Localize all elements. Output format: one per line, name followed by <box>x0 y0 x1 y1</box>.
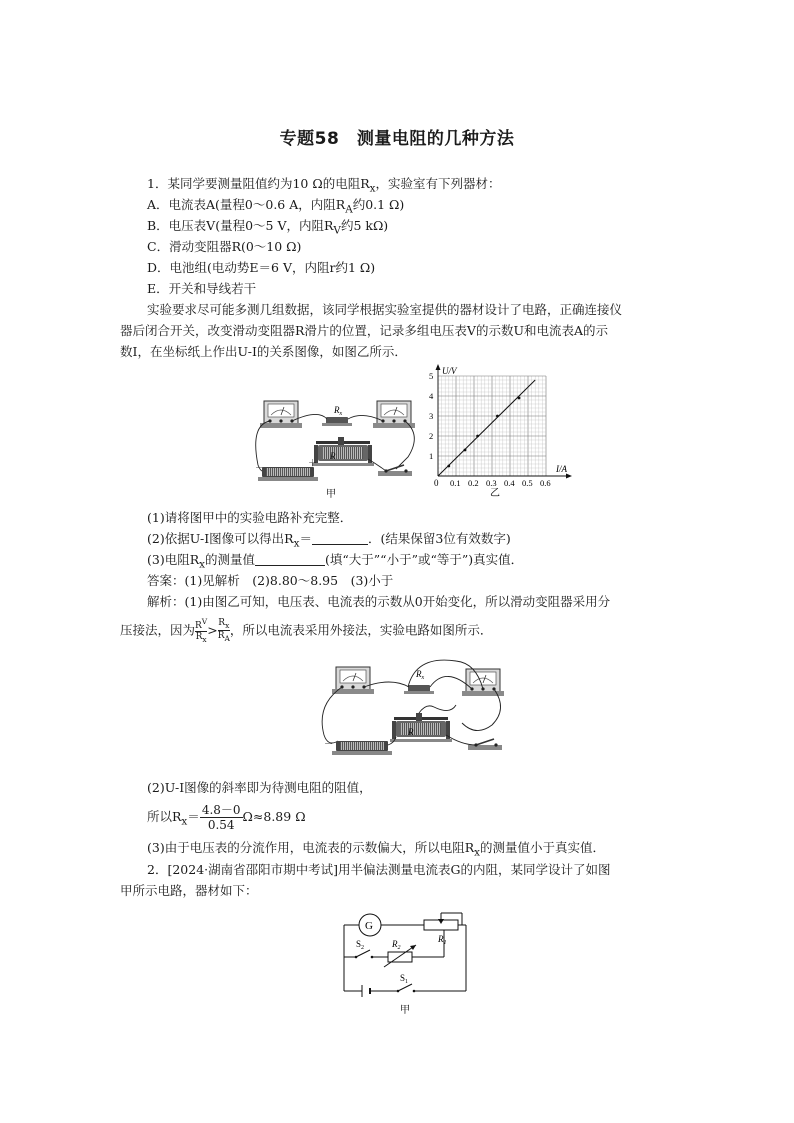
data-point <box>518 397 521 400</box>
x-axis-label: I/A <box>556 464 567 474</box>
battery-icon <box>255 458 318 481</box>
q1-stem-tail: ，实验室有下列器材： <box>375 176 501 191</box>
rheostat-label: R <box>330 451 336 461</box>
fraction-slope: $\frac{4.8-0}{0.54}$ <box>201 803 241 832</box>
y-tick-label: 1 <box>429 451 434 461</box>
q1-jiexi-s3 <box>147 840 605 861</box>
q1-sub2-sub: x <box>293 537 300 550</box>
y-tick-labels <box>429 371 434 461</box>
y-tick-label: 2 <box>429 431 434 441</box>
q1-sub3-text: (3)电阻R <box>147 552 200 567</box>
galvanometer-g-icon <box>359 914 381 936</box>
q2-line-2: 甲所示电路，器材如下： <box>120 883 258 898</box>
q1-sub2-eq: ＝ <box>299 531 312 546</box>
svg-text:G: G <box>365 920 373 932</box>
y-tick-label: 5 <box>429 371 434 381</box>
q1-jiexi-1: 解析：(1)由图乙可知，电压表、电流表的示数从0开始变化，所以滑动变阻器采用分 <box>147 594 611 609</box>
data-point <box>464 449 467 452</box>
q1-item-e: E．开关和导线若干 <box>147 281 257 296</box>
switch-s2-icon <box>355 939 374 958</box>
q1-sub2 <box>147 531 511 552</box>
switch-icon <box>378 465 412 476</box>
greater-than: > <box>207 622 218 638</box>
svg-text:－: － <box>255 463 265 473</box>
q1-stem-sub: x <box>369 182 376 195</box>
x-axis-arrow <box>566 474 572 479</box>
q2-line-1: 2．[2024·湖南省邵阳市期中考试]用半偏法测量电流表G的内阻，某同学设计了如图 <box>147 862 611 877</box>
q1-item-b-tail: 约5 kΩ) <box>340 218 389 233</box>
svg-text:＋: ＋ <box>308 458 318 468</box>
q1-item-c: C．滑动变阻器R(0～10 Ω) <box>147 239 302 254</box>
data-point <box>476 435 479 438</box>
q1-para-3: 数I，在坐标纸上作出U-I的关系图像，如图乙所示． <box>120 344 407 359</box>
fraction-rv-rx: $\frac{R^V}{R_x}$ <box>195 617 208 644</box>
battery-icon <box>324 739 392 755</box>
rheostat-icon <box>312 437 374 466</box>
battery-icon <box>362 985 370 997</box>
rheostat-icon <box>390 713 452 742</box>
chart-grid <box>438 376 546 476</box>
x-tick-label: 0.3 <box>486 478 497 488</box>
q1-stem <box>147 176 501 197</box>
solution-circuit-figure <box>316 655 511 765</box>
svg-text:R2: $R_2$ <box>392 939 401 951</box>
jiexi2-text-b: ，所以电流表采用外接法，实验电路如图所示． <box>229 622 493 638</box>
answer-blank-compare[interactable] <box>255 553 325 566</box>
jiexi-s2b-text: 所以R <box>147 809 182 824</box>
q1-item-b-sub: V <box>333 224 341 237</box>
answer-blank-rx[interactable] <box>312 532 368 545</box>
q1-para-1: 实验要求尽可能多测几组数据，该同学根据实验室提供的器材设计了电路，正确连接仪 <box>147 302 623 317</box>
svg-text:S1: $S_1$ <box>400 973 409 985</box>
q1-jiexi-2 <box>120 617 492 645</box>
data-point <box>447 465 450 468</box>
q1-item-b <box>147 218 388 239</box>
jiexi-s3-sub: x <box>474 846 480 859</box>
q1-item-a <box>147 197 404 218</box>
x-tick-labels <box>450 478 551 488</box>
figure-label-jia: 甲 <box>326 489 336 500</box>
jiexi-s2b-sub: x <box>181 815 188 828</box>
x-tick-label: 0.4 <box>504 478 515 488</box>
jiexi-s3-tail: 的测量值小于真实值． <box>480 840 606 855</box>
page-title: 专题58 测量电阻的几种方法 <box>279 129 515 149</box>
q1-sub3 <box>147 552 523 573</box>
q1-item-a-tail: 约0.1 Ω) <box>352 197 405 212</box>
x-tick-label: 0.1 <box>450 478 461 488</box>
rx-label: $R_x$ <box>334 405 343 417</box>
q1-item-b-text: B．电压表V(量程0～5 V，内阻R <box>147 218 334 233</box>
resistor-rx-icon <box>404 669 434 694</box>
q1-sub1: (1)请将图甲中的实验电路补充完整． <box>147 510 353 525</box>
q1-answer: 答案：(1)见解析 (2)8.80～8.95 (3)小于 <box>147 573 394 588</box>
q1-stem-text: 1．某同学要测量阻值约为10 Ω的电阻R <box>147 176 370 191</box>
x-tick-label: 0.2 <box>468 478 479 488</box>
ui-graph-chart <box>418 363 578 498</box>
q1-item-a-sub: A <box>345 203 353 216</box>
q1-sub2-tail: ．(结果保留3位有效数字) <box>368 531 511 546</box>
figure-label-yi: 乙 <box>490 488 500 498</box>
svg-text:S2: $S_2$ <box>356 939 365 951</box>
jiexi-s3-text: (3)由于电压表的分流作用，电流表的示数偏大，所以电阻R <box>147 840 475 855</box>
jiexi2-text-a: 压接法，因为 <box>120 622 196 638</box>
q1-sub3-sub: x <box>199 558 205 571</box>
x-tick-label: 0.5 <box>522 478 533 488</box>
jiexi-s2b-eq: ＝ <box>187 809 200 824</box>
q1-jiexi-s2b <box>147 803 306 832</box>
q1-sub3-mid: 的测量值 <box>205 552 256 567</box>
q1-para-2: 器后闭合开关，改变滑动变阻器R滑片的位置，记录多组电压表V的示数U和电流表A的示 <box>120 323 609 338</box>
resistor-r2-icon <box>384 939 416 967</box>
jiexi-s2b-result: Ω≈8.89 Ω <box>242 809 306 824</box>
q1-sub3-tail: (填“大于”“小于”或“等于”)真实值． <box>325 552 524 567</box>
y-tick-label: 4 <box>429 391 434 401</box>
resistor-rx-icon <box>322 405 352 426</box>
half-deflection-circuit <box>336 905 476 1017</box>
q1-item-d: D．电池组(电动势E＝6 V，内阻r约1 Ω) <box>147 260 376 275</box>
origin-label: 0 <box>434 478 439 488</box>
y-axis-arrow <box>436 364 441 370</box>
voltmeter-icon <box>462 669 504 696</box>
svg-text:－: － <box>324 739 334 749</box>
switch-s1-icon <box>397 973 416 992</box>
data-point <box>496 415 499 418</box>
svg-text:R1: $R_1$ <box>438 934 447 946</box>
svg-text:R: R <box>408 727 414 737</box>
x-tick-label: 0.6 <box>540 478 551 488</box>
fraction-rx-ra: $\frac{R_x}{R_A}$ <box>217 617 230 644</box>
q1-jiexi-s2: (2)U-I图像的斜率即为待测电阻的阻值， <box>147 780 372 795</box>
y-tick-label: 3 <box>429 411 434 421</box>
q1-sub2-text: (2)依据U-I图像可以得出R <box>147 531 294 546</box>
ammeter-icon <box>260 401 302 428</box>
y-axis-label: U/V <box>442 366 457 376</box>
q1-item-a-text: A．电流表A(量程0～0.6 A，内阻R <box>147 197 346 212</box>
figure-label-jia-2: 甲 <box>400 1005 410 1016</box>
circuit-figure-jia <box>238 385 423 500</box>
svg-text:Rx: $R_x$ <box>416 669 425 681</box>
resistor-r1-icon <box>424 919 458 946</box>
